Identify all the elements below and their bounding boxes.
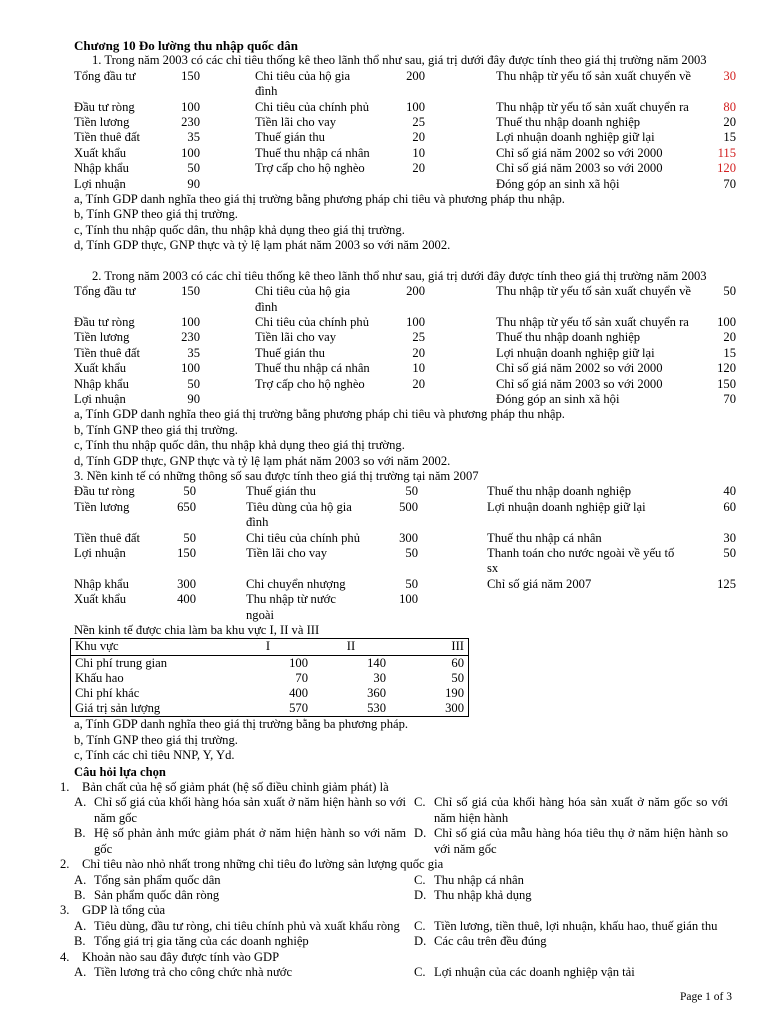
question [60, 857, 736, 903]
indicator-value: 400 [177, 592, 196, 607]
answer-option [74, 873, 414, 888]
table-cell: Chi phí trung gian [75, 655, 167, 670]
indicator-label: Tiền lương [74, 499, 130, 514]
indicator-label: Chi tiêu của hộ gia đình [255, 68, 351, 99]
indicator-label: Chi tiêu của chính phủ [255, 314, 370, 329]
table-cell: Giá trị sản lượng [75, 701, 161, 716]
indicator-label: Thuế thu nhập doanh nghiệp [487, 484, 632, 499]
sector-intro: Nền kinh tế được chia làm ba khu vực I, II và III [74, 623, 320, 638]
indicator-value: 100 [181, 314, 200, 329]
indicator-label: Chỉ số giá năm 2003 so với 2000 [496, 376, 663, 391]
indicator-value: 20 [723, 330, 736, 345]
task-item: c, Tính các chỉ tiêu NNP, Y, Yd. [74, 748, 235, 763]
table-cell: 100 [289, 655, 308, 670]
indicator-label: Tiêu dùng của hộ gia đình [246, 499, 352, 530]
option-letter: A. [74, 795, 87, 810]
question-number: 2. [60, 857, 70, 872]
indicator-value: 10 [412, 361, 425, 376]
indicator-value: 50 [405, 576, 418, 591]
question-text: Khoản nào sau đây được tính vào GDP [82, 949, 280, 964]
table-cell: 360 [367, 686, 386, 701]
option-letter: B. [74, 934, 86, 949]
answer-option [414, 795, 736, 826]
indicator-value: 30 [723, 68, 736, 83]
indicator-label: Thuế thu nhập cá nhân [255, 145, 370, 160]
indicator-value: 100 [181, 361, 200, 376]
task-item: a, Tính GDP danh nghĩa theo giá thị trường bằng phương pháp chi tiêu và phương pháp thu nhập. [74, 192, 565, 207]
option-text: Tiền lương, tiền thuê, lợi nhuận, khấu hao, thuế gián thu [434, 918, 718, 933]
indicator-value: 40 [723, 484, 736, 499]
indicator-label: Chi tiêu của chính phủ [246, 530, 361, 545]
indicator-value: 100 [406, 314, 425, 329]
question-stem [60, 903, 736, 918]
indicator-value: 150 [181, 68, 200, 83]
indicator-value: 200 [406, 68, 425, 83]
indicator-label: Thuế gián thu [255, 130, 325, 145]
indicator-label: Nhập khẩu [74, 576, 129, 591]
table-cell: 400 [289, 686, 308, 701]
question-number: 1. [60, 780, 70, 795]
option-text: Chỉ số giá của mẫu hàng hóa tiêu thụ ở năm hiện hành so với năm gốc [434, 826, 728, 856]
task-item: c, Tính thu nhập quốc dân, thu nhập khả dụng theo giá thị trường. [74, 438, 405, 453]
answer-option [414, 826, 736, 857]
answer-options [74, 795, 736, 857]
table-cell: 30 [373, 670, 386, 685]
exercise-intro: 2. Trong năm 2003 có các chỉ tiêu thống kê theo lãnh thổ như sau, giá trị dưới đây được tính theo giá thị trường năm 2003 [92, 268, 707, 283]
indicator-label: Tiền lãi cho vay [255, 115, 337, 130]
indicator-label: Đóng góp an sinh xã hội [496, 176, 620, 191]
option-text: Các câu trên đều đúng [434, 934, 547, 949]
indicator-value: 15 [723, 130, 736, 145]
indicator-value: 50 [405, 546, 418, 560]
indicator-label: Nhập khẩu [74, 161, 129, 176]
task-item: d, Tính GDP thực, GNP thực và tỷ lệ lạm phát năm 2003 so với năm 2002. [74, 453, 451, 468]
indicator-value: 20 [723, 115, 736, 130]
question-stem [60, 857, 736, 872]
option-letter: A. [74, 872, 87, 887]
indicator-value: 50 [723, 284, 736, 299]
task-item: d, Tính GDP thực, GNP thực và tỷ lệ lạm phát năm 2003 so với năm 2002. [74, 238, 451, 253]
indicator-label: Thuế thu nhập doanh nghiệp [496, 115, 641, 130]
question-text: Bản chất của hệ số giảm phát (hệ số điều chỉnh giảm phát) là [82, 780, 389, 795]
table-cell: Khấu hao [75, 670, 124, 685]
indicator-value: 20 [412, 376, 425, 391]
indicator-grid [74, 284, 736, 407]
table-cell: 50 [451, 670, 464, 685]
indicator-label: Tổng đầu tư [74, 68, 136, 83]
question-text: GDP là tổng của [82, 903, 166, 918]
indicator-value: 35 [187, 345, 200, 360]
task-list [74, 407, 736, 469]
indicator-label: Tiền lương [74, 115, 130, 130]
exercise-1 [74, 53, 736, 253]
indicator-label: Xuất khẩu [74, 592, 127, 607]
indicator-value: 100 [406, 99, 425, 114]
option-letter: C. [414, 872, 426, 887]
indicator-label: Nhập khẩu [74, 376, 129, 391]
indicator-label: Chi tiêu của hộ gia đình [255, 284, 351, 314]
task-item: b, Tính GNP theo giá thị trường. [74, 422, 238, 437]
indicator-label: Thu nhập từ yếu tố sản xuất chuyển ra [496, 314, 689, 329]
indicator-value: 90 [187, 176, 200, 191]
indicator-label [487, 592, 685, 623]
indicator-value: 120 [717, 361, 736, 376]
indicator-value: 20 [412, 130, 425, 145]
indicator-value: 150 [717, 376, 736, 391]
exercise-2 [74, 269, 736, 469]
indicator-value: 115 [717, 145, 736, 160]
indicator-value: 60 [723, 499, 736, 514]
indicator-value: 10 [412, 145, 425, 160]
table-row [71, 655, 469, 671]
indicator-label: Chi tiêu của chính phủ [255, 99, 370, 114]
indicator-value: 50 [187, 161, 200, 176]
option-letter: B. [74, 826, 86, 841]
answer-option [74, 795, 414, 826]
indicator-value: 200 [406, 284, 425, 299]
option-text: Chỉ số giá của khối hàng hóa sản xuất ở năm gốc so với năm hiện hành [434, 795, 728, 825]
indicator-grid [74, 69, 736, 192]
question [60, 949, 736, 981]
indicator-value: 70 [723, 391, 736, 406]
question-number: 4. [60, 949, 70, 964]
column-header: II [312, 639, 390, 655]
table-cell: 570 [289, 701, 308, 716]
task-item: a, Tính GDP danh nghĩa theo giá thị trường bằng phương pháp chi tiêu và phương pháp thu nhập. [74, 407, 565, 422]
indicator-label: Lợi nhuận doanh nghiệp giữ lại [496, 130, 655, 145]
indicator-value [685, 592, 736, 623]
answer-option [414, 934, 736, 949]
indicator-value: 150 [181, 284, 200, 299]
indicator-label: Lợi nhuận [74, 391, 126, 406]
indicator-label: Thuế gián thu [255, 345, 325, 360]
table-row [71, 671, 469, 686]
option-text: Tiền lương trả cho công chức nhà nước [94, 964, 293, 979]
indicator-value: 90 [187, 391, 200, 406]
indicator-label: Thu nhập từ yếu tố sản xuất chuyển về [496, 68, 691, 83]
indicator-value: 100 [181, 99, 200, 114]
column-header: Khu vực [71, 639, 225, 655]
indicator-value: 35 [187, 130, 200, 145]
option-text: Chỉ số giá của khối hàng hóa sản xuất ở năm hiện hành so với năm gốc [94, 795, 407, 825]
table-row [71, 701, 469, 717]
indicator-value: 230 [181, 330, 200, 345]
column-header: I [224, 639, 312, 655]
indicator-label: Thanh toán cho nước ngoài về yếu tố sx [487, 546, 675, 576]
answer-option [74, 826, 414, 857]
indicator-label [255, 392, 375, 407]
option-text: Tổng sản phẩm quốc dân [94, 872, 221, 887]
document-page [60, 38, 736, 980]
answer-options [74, 965, 736, 980]
indicator-label: Đóng góp an sinh xã hội [496, 391, 620, 406]
option-text: Thu nhập khả dụng [434, 887, 532, 902]
option-letter: A. [74, 964, 87, 979]
column-header: III [390, 639, 469, 655]
indicator-value: 125 [717, 576, 736, 591]
indicator-value: 25 [412, 330, 425, 345]
answer-option [414, 873, 736, 888]
option-letter: C. [414, 795, 426, 810]
answer-options [74, 919, 736, 950]
question-number: 3. [60, 903, 70, 918]
answer-options [74, 873, 736, 904]
indicator-label: Chỉ số giá năm 2007 [487, 576, 592, 591]
option-letter: A. [74, 918, 87, 933]
answer-option [74, 888, 414, 903]
task-list [74, 717, 736, 763]
indicator-label: Tổng đầu tư [74, 284, 136, 299]
indicator-value: 300 [399, 530, 418, 545]
page-footer: Page 1 of 3 [679, 991, 732, 1003]
indicator-label: Tiền lãi cho vay [255, 330, 337, 345]
indicator-label: Đầu tư ròng [74, 99, 135, 114]
indicator-value [375, 177, 425, 192]
answer-option [414, 919, 736, 934]
option-text: Hệ số phản ảnh mức giảm phát ở năm hiện hành so với năm gốc [94, 826, 406, 856]
question [60, 780, 736, 857]
exercise-intro: 1. Trong năm 2003 có các chỉ tiêu thống kê theo lãnh thổ như sau, giá trị dưới đây được tính theo giá thị trường năm 2003 [92, 53, 707, 68]
indicator-value: 120 [717, 161, 736, 176]
option-text: Thu nhập cá nhân [434, 872, 524, 887]
indicator-value: 50 [723, 546, 736, 560]
answer-option [414, 888, 736, 903]
indicator-value: 50 [183, 530, 196, 545]
indicator-value: 150 [177, 546, 196, 560]
task-item: a, Tính GDP danh nghĩa theo giá thị trường bằng ba phương pháp. [74, 717, 409, 732]
indicator-label: Chỉ số giá năm 2002 so với 2000 [496, 145, 663, 160]
indicator-label: Chi chuyển nhượng [246, 576, 346, 591]
option-text: Lợi nhuận của các doanh nghiệp vận tải [434, 964, 635, 979]
indicator-label: Chỉ số giá năm 2002 so với 2000 [496, 361, 663, 376]
mcq-list [60, 780, 736, 980]
option-text: Tổng giá trị gia tăng của các doanh nghiệp [94, 934, 309, 949]
task-item: c, Tính thu nhập quốc dân, thu nhập khả dụng theo giá thị trường. [74, 222, 405, 237]
mcq-heading: Câu hỏi lựa chọn [74, 764, 166, 779]
indicator-label: Tiền thuê đất [74, 530, 141, 545]
task-item: b, Tính GNP theo giá thị trường. [74, 732, 238, 747]
indicator-value: 15 [723, 345, 736, 360]
table-cell: 60 [451, 655, 464, 670]
indicator-label: Thu nhập từ yếu tố sản xuất chuyển về [496, 284, 691, 299]
indicator-label: Tiền thuê đất [74, 130, 141, 145]
answer-option [74, 965, 414, 980]
option-letter: C. [414, 918, 426, 933]
option-letter: C. [414, 964, 426, 979]
table-row [71, 686, 469, 701]
indicator-value: 500 [399, 499, 418, 514]
indicator-label: Đầu tư ròng [74, 484, 135, 499]
exercise-3 [74, 469, 736, 764]
indicator-label: Thuế gián thu [246, 484, 316, 499]
indicator-label: Thuế thu nhập doanh nghiệp [496, 330, 641, 345]
indicator-value: 100 [399, 592, 418, 607]
table-header-row [71, 639, 469, 655]
table-cell: 530 [367, 701, 386, 716]
indicator-label: Chỉ số giá năm 2003 so với 2000 [496, 161, 663, 176]
question-stem [60, 780, 736, 795]
indicator-value: 50 [183, 484, 196, 499]
table-cell: 300 [445, 701, 464, 716]
indicator-label: Thu nhập từ nước ngoài [246, 592, 336, 622]
indicator-value: 30 [723, 530, 736, 545]
indicator-label: Tiền lãi cho vay [246, 546, 328, 560]
indicator-value: 25 [412, 115, 425, 130]
indicator-label: Trợ cấp cho hộ nghèo [255, 161, 365, 176]
indicator-value: 50 [187, 376, 200, 391]
indicator-label: Đầu tư ròng [74, 314, 135, 329]
indicator-value: 70 [723, 176, 736, 191]
task-item: b, Tính GNP theo giá thị trường. [74, 207, 238, 222]
table-cell: 140 [367, 655, 386, 670]
option-letter: D. [414, 826, 427, 841]
option-text: Sản phẩm quốc dân ròng [94, 887, 220, 902]
indicator-label: Thu nhập từ yếu tố sản xuất chuyển ra [496, 99, 689, 114]
answer-option [414, 965, 736, 980]
indicator-label: Lợi nhuận doanh nghiệp giữ lại [496, 345, 655, 360]
question-stem [60, 950, 736, 965]
question [60, 903, 736, 949]
indicator-label: Tiền lương [74, 330, 130, 345]
question-text: Chỉ tiêu nào nhỏ nhất trong những chỉ tiêu đo lường sản lượng quốc gia [82, 857, 444, 872]
table-cell: 70 [295, 670, 308, 685]
indicator-value: 230 [181, 115, 200, 130]
exercise-intro: 3. Nền kinh tế có những thông số sau được tính theo giá thị trường tại năm 2007 [74, 468, 479, 483]
indicator-label: Lợi nhuận doanh nghiệp giữ lại [487, 499, 646, 514]
indicator-value: 20 [412, 345, 425, 360]
option-letter: B. [74, 887, 86, 902]
table-cell: 190 [445, 686, 464, 701]
indicator-value: 100 [181, 145, 200, 160]
indicator-label: Lợi nhuận [74, 176, 126, 191]
task-list [74, 192, 736, 254]
option-letter: D. [414, 934, 427, 949]
indicator-label: Tiền thuê đất [74, 345, 141, 360]
chapter-title: Chương 10 Đo lường thu nhập quốc dân [74, 38, 298, 53]
indicator-label: Xuất khẩu [74, 145, 127, 160]
indicator-value [375, 392, 425, 407]
answer-option [74, 919, 414, 934]
indicator-value: 20 [412, 161, 425, 176]
indicator-label: Lợi nhuận [74, 546, 126, 560]
indicator-value: 300 [177, 576, 196, 591]
option-text: Tiêu dùng, đầu tư ròng, chi tiêu chính phủ và xuất khẩu ròng [94, 918, 400, 933]
indicator-label: Thuế thu nhập cá nhân [255, 361, 370, 376]
indicator-label [255, 177, 375, 192]
table-cell: Chi phí khác [75, 686, 140, 701]
indicator-grid [74, 484, 736, 623]
indicator-label: Xuất khẩu [74, 361, 127, 376]
answer-option [74, 934, 414, 949]
sector-table [70, 638, 469, 717]
indicator-value: 650 [177, 499, 196, 514]
indicator-value: 80 [723, 99, 736, 114]
indicator-value: 50 [405, 484, 418, 499]
indicator-label: Thuế thu nhập cá nhân [487, 530, 602, 545]
option-letter: D. [414, 887, 427, 902]
indicator-label: Trợ cấp cho hộ nghèo [255, 376, 365, 391]
indicator-value: 100 [717, 314, 736, 329]
